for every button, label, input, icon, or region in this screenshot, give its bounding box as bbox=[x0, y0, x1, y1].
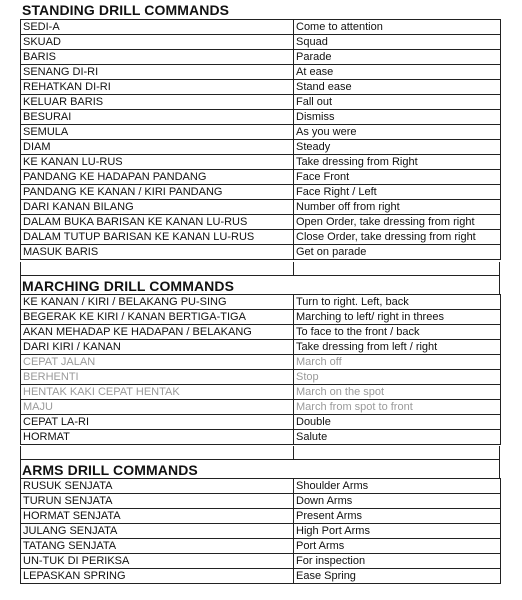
meaning-cell: Number off from right bbox=[294, 200, 501, 215]
meaning-cell: For inspection bbox=[294, 554, 501, 569]
section-heading-marching: MARCHING DRILL COMMANDS bbox=[22, 278, 235, 294]
table-spacer-row bbox=[20, 262, 500, 276]
command-cell: PANDANG KE KANAN / KIRI PANDANG bbox=[21, 185, 294, 200]
command-row bbox=[21, 140, 501, 155]
command-row bbox=[21, 370, 501, 385]
meaning-cell: Ease Spring bbox=[294, 569, 501, 584]
command-row bbox=[21, 430, 501, 445]
meaning-cell: Take dressing from left / right bbox=[294, 340, 501, 355]
command-cell: BARIS bbox=[21, 50, 294, 65]
command-cell: KE KANAN LU-RUS bbox=[21, 155, 294, 170]
meaning-cell: High Port Arms bbox=[294, 524, 501, 539]
command-row bbox=[21, 509, 501, 524]
command-cell: HORMAT SENJATA bbox=[21, 509, 294, 524]
command-cell: KELUAR BARIS bbox=[21, 95, 294, 110]
meaning-cell: March from spot to front bbox=[294, 400, 501, 415]
meaning-cell: Dismiss bbox=[294, 110, 501, 125]
meaning-cell: Face Right / Left bbox=[294, 185, 501, 200]
command-row bbox=[21, 554, 501, 569]
meaning-cell: Double bbox=[294, 415, 501, 430]
command-row bbox=[21, 155, 501, 170]
meaning-cell: March off bbox=[294, 355, 501, 370]
command-row bbox=[21, 185, 501, 200]
meaning-cell: Take dressing from Right bbox=[294, 155, 501, 170]
command-cell: JULANG SENJATA bbox=[21, 524, 294, 539]
meaning-cell: Down Arms bbox=[294, 494, 501, 509]
command-cell: TATANG SENJATA bbox=[21, 539, 294, 554]
command-row bbox=[21, 245, 501, 260]
command-cell: DALAM TUTUP BARISAN KE KANAN LU-RUS bbox=[21, 230, 294, 245]
command-row bbox=[21, 539, 501, 554]
command-cell: CEPAT LA-RI bbox=[21, 415, 294, 430]
meaning-cell: Stop bbox=[294, 370, 501, 385]
command-row bbox=[21, 20, 501, 35]
command-row bbox=[21, 65, 501, 80]
meaning-cell: Parade bbox=[294, 50, 501, 65]
command-row bbox=[21, 80, 501, 95]
command-cell: MASUK BARIS bbox=[21, 245, 294, 260]
command-row bbox=[21, 215, 501, 230]
meaning-cell: To face to the front / back bbox=[294, 325, 501, 340]
command-cell: UN-TUK DI PERIKSA bbox=[21, 554, 294, 569]
meaning-cell: At ease bbox=[294, 65, 501, 80]
command-cell: LEPASKAN SPRING bbox=[21, 569, 294, 584]
command-cell: SKUAD bbox=[21, 35, 294, 50]
command-row bbox=[21, 355, 501, 370]
command-row bbox=[21, 50, 501, 65]
command-cell: BESURAI bbox=[21, 110, 294, 125]
command-cell: TURUN SENJATA bbox=[21, 494, 294, 509]
meaning-cell: Port Arms bbox=[294, 539, 501, 554]
command-cell: AKAN MEHADAP KE HADAPAN / BELAKANG bbox=[21, 325, 294, 340]
command-row bbox=[21, 524, 501, 539]
standing-commands-table bbox=[20, 19, 501, 260]
meaning-cell: Present Arms bbox=[294, 509, 501, 524]
command-cell: MAJU bbox=[21, 400, 294, 415]
command-cell: DIAM bbox=[21, 140, 294, 155]
meaning-cell: Salute bbox=[294, 430, 501, 445]
command-row bbox=[21, 340, 501, 355]
command-cell: DARI KANAN BILANG bbox=[21, 200, 294, 215]
command-row bbox=[21, 310, 501, 325]
command-row bbox=[21, 385, 501, 400]
table-spacer-row bbox=[20, 446, 500, 460]
command-cell: KE KANAN / KIRI / BELAKANG PU-SING bbox=[21, 295, 294, 310]
command-cell: HENTAK KAKI CEPAT HENTAK bbox=[21, 385, 294, 400]
command-row bbox=[21, 415, 501, 430]
meaning-cell: Open Order, take dressing from right bbox=[294, 215, 501, 230]
command-cell: PANDANG KE HADAPAN PANDANG bbox=[21, 170, 294, 185]
meaning-cell: Shoulder Arms bbox=[294, 479, 501, 494]
command-cell: BEGERAK KE KIRI / KANAN BERTIGA-TIGA bbox=[21, 310, 294, 325]
command-row bbox=[21, 295, 501, 310]
meaning-cell: Close Order, take dressing from right bbox=[294, 230, 501, 245]
command-cell: RUSUK SENJATA bbox=[21, 479, 294, 494]
meaning-cell: As you were bbox=[294, 125, 501, 140]
command-cell: CEPAT JALAN bbox=[21, 355, 294, 370]
command-row bbox=[21, 569, 501, 584]
meaning-cell: Steady bbox=[294, 140, 501, 155]
meaning-cell: Come to attention bbox=[294, 20, 501, 35]
meaning-cell: March on the spot bbox=[294, 385, 501, 400]
command-row bbox=[21, 170, 501, 185]
command-row bbox=[21, 125, 501, 140]
command-cell: SENANG DI-RI bbox=[21, 65, 294, 80]
command-row bbox=[21, 325, 501, 340]
meaning-cell: Marching to left/ right in threes bbox=[294, 310, 501, 325]
meaning-cell: Stand ease bbox=[294, 80, 501, 95]
section-heading-arms: ARMS DRILL COMMANDS bbox=[22, 462, 198, 478]
arms-commands-table bbox=[20, 478, 501, 584]
meaning-cell: Get on parade bbox=[294, 245, 501, 260]
meaning-cell: Fall out bbox=[294, 95, 501, 110]
meaning-cell: Turn to right. Left, back bbox=[294, 295, 501, 310]
command-row bbox=[21, 479, 501, 494]
command-row bbox=[21, 200, 501, 215]
marching-commands-table bbox=[20, 294, 501, 445]
command-cell: REHATKAN DI-RI bbox=[21, 80, 294, 95]
command-row bbox=[21, 400, 501, 415]
meaning-cell: Face Front bbox=[294, 170, 501, 185]
command-cell: DALAM BUKA BARISAN KE KANAN LU-RUS bbox=[21, 215, 294, 230]
command-cell: DARI KIRI / KANAN bbox=[21, 340, 294, 355]
command-row bbox=[21, 494, 501, 509]
meaning-cell: Squad bbox=[294, 35, 501, 50]
command-cell: SEDI-A bbox=[21, 20, 294, 35]
command-cell: BERHENTI bbox=[21, 370, 294, 385]
command-cell: HORMAT bbox=[21, 430, 294, 445]
command-row bbox=[21, 230, 501, 245]
command-cell: SEMULA bbox=[21, 125, 294, 140]
section-heading-standing: STANDING DRILL COMMANDS bbox=[22, 2, 230, 18]
command-row bbox=[21, 95, 501, 110]
command-row bbox=[21, 110, 501, 125]
command-row bbox=[21, 35, 501, 50]
